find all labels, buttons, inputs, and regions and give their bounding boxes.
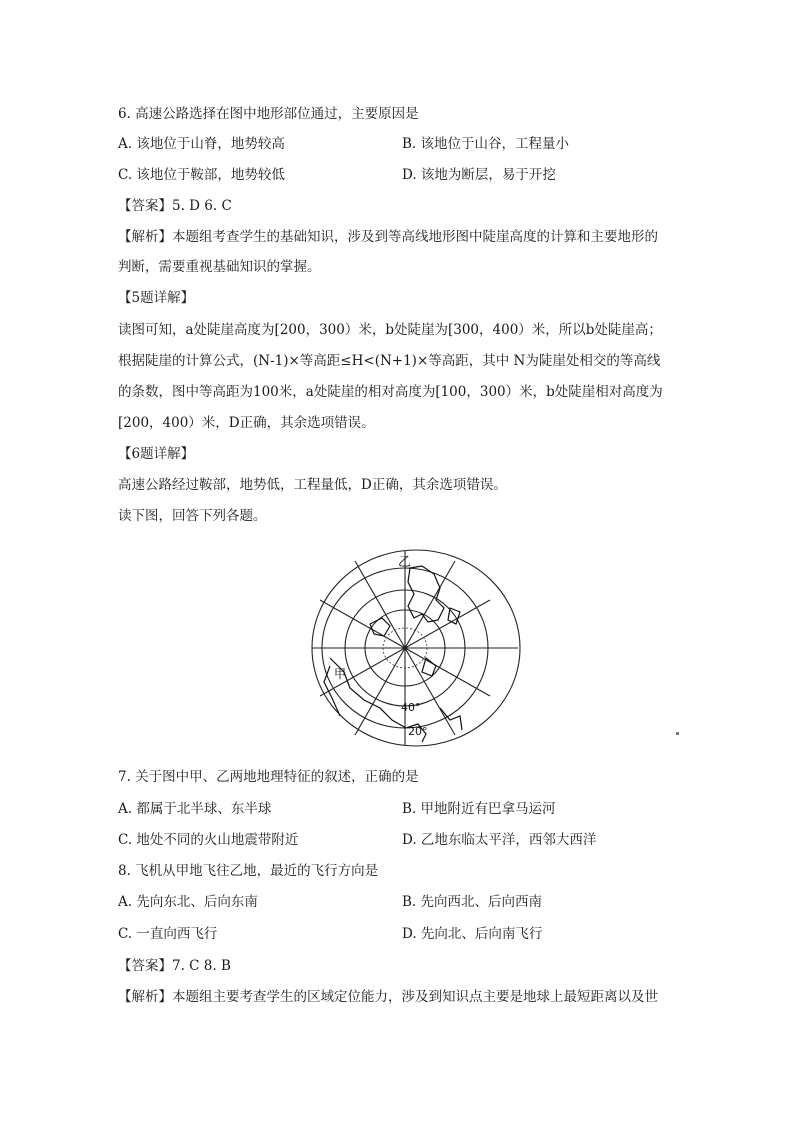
q6-stem: 6. 高速公路选择在图中地形部位通过，主要原因是 (118, 106, 419, 122)
map-label-jia: 甲 (334, 667, 347, 681)
detail-6-line1: 高速公路经过鞍部，地势低，工程量低，D正确，其余选项错误。 (118, 477, 507, 493)
detail-6-heading: 【6题详解】 (118, 446, 195, 462)
read-prompt: 读下图，回答下列各题。 (118, 508, 267, 524)
q6-option-a: A. 该地位于山脊，地势较高 (118, 136, 285, 152)
meridian-line (355, 648, 405, 735)
latitude-label-40: 40° (401, 701, 421, 714)
detail-5-line2: 根据陡崖的计算公式，(N-1)×等高距≤H<(N+1)×等高距，其中 N为陡崖处相交的等高线 (118, 353, 661, 369)
meridian-line (405, 561, 455, 648)
detail-5-heading: 【5题详解】 (118, 290, 195, 306)
polar-map-svg (310, 548, 522, 748)
q6-option-c: C. 该地位于鞍部，地势较低 (118, 167, 285, 183)
q8-option-c: C. 一直向西飞行 (118, 926, 218, 942)
q7-option-c: C. 地处不同的火山地震带附近 (118, 832, 299, 848)
answer-7-8: 【答案】7. C 8. B (118, 958, 231, 974)
answer-5-6: 【答案】5. D 6. C (118, 198, 232, 214)
q7-option-a: A. 都属于北半球、东半球 (118, 801, 272, 817)
stray-mark (676, 732, 679, 735)
q6-option-b: B. 该地位于山谷，工程量小 (402, 136, 570, 152)
island-outline-east (422, 658, 436, 676)
q8-option-d: D. 先向北、后向南飞行 (402, 926, 543, 942)
analysis-5-6-line2: 判断，需要重视基础知识的掌握。 (118, 259, 321, 275)
latitude-label-20: 20° (408, 725, 428, 738)
polar-map-figure (310, 548, 522, 748)
q7-stem: 7. 关于图中甲、乙两地地理特征的叙述，正确的是 (118, 769, 419, 785)
analysis-5-6-line1: 【解析】本题组考查学生的基础知识，涉及到等高线地形图中陡崖高度的计算和主要地形的 (118, 229, 658, 245)
detail-5-line1: 读图可知，a处陡崖高度为[200，300）米，b处陡崖为[300，400）米，所以b处陡崖高； (118, 322, 662, 338)
analysis-7-8-line1: 【解析】本题组主要考查学生的区域定位能力，涉及到知识点主要是地球上最短距离以及世 (118, 989, 658, 1005)
q7-option-d: D. 乙地东临太平洋，西邻大西洋 (402, 832, 597, 848)
detail-5-line3: 的条数，图中等高距为100米，a处陡崖的相对高度为[100，300）米，b处陡崖相对高度为 (118, 384, 663, 400)
q8-option-a: A. 先向东北、后向东南 (118, 894, 258, 910)
q8-stem: 8. 飞机从甲地飞往乙地，最近的飞行方向是 (118, 863, 379, 879)
q6-option-d: D. 该地为断层，易于开挖 (402, 167, 556, 183)
q8-option-b: B. 先向西北、后向西南 (402, 894, 543, 910)
map-label-yi: 乙 (398, 555, 412, 570)
detail-5-line4: [200，400）米，D正确，其余选项错误。 (118, 415, 375, 431)
q7-option-b: B. 甲地附近有巴拿马运河 (402, 801, 556, 817)
